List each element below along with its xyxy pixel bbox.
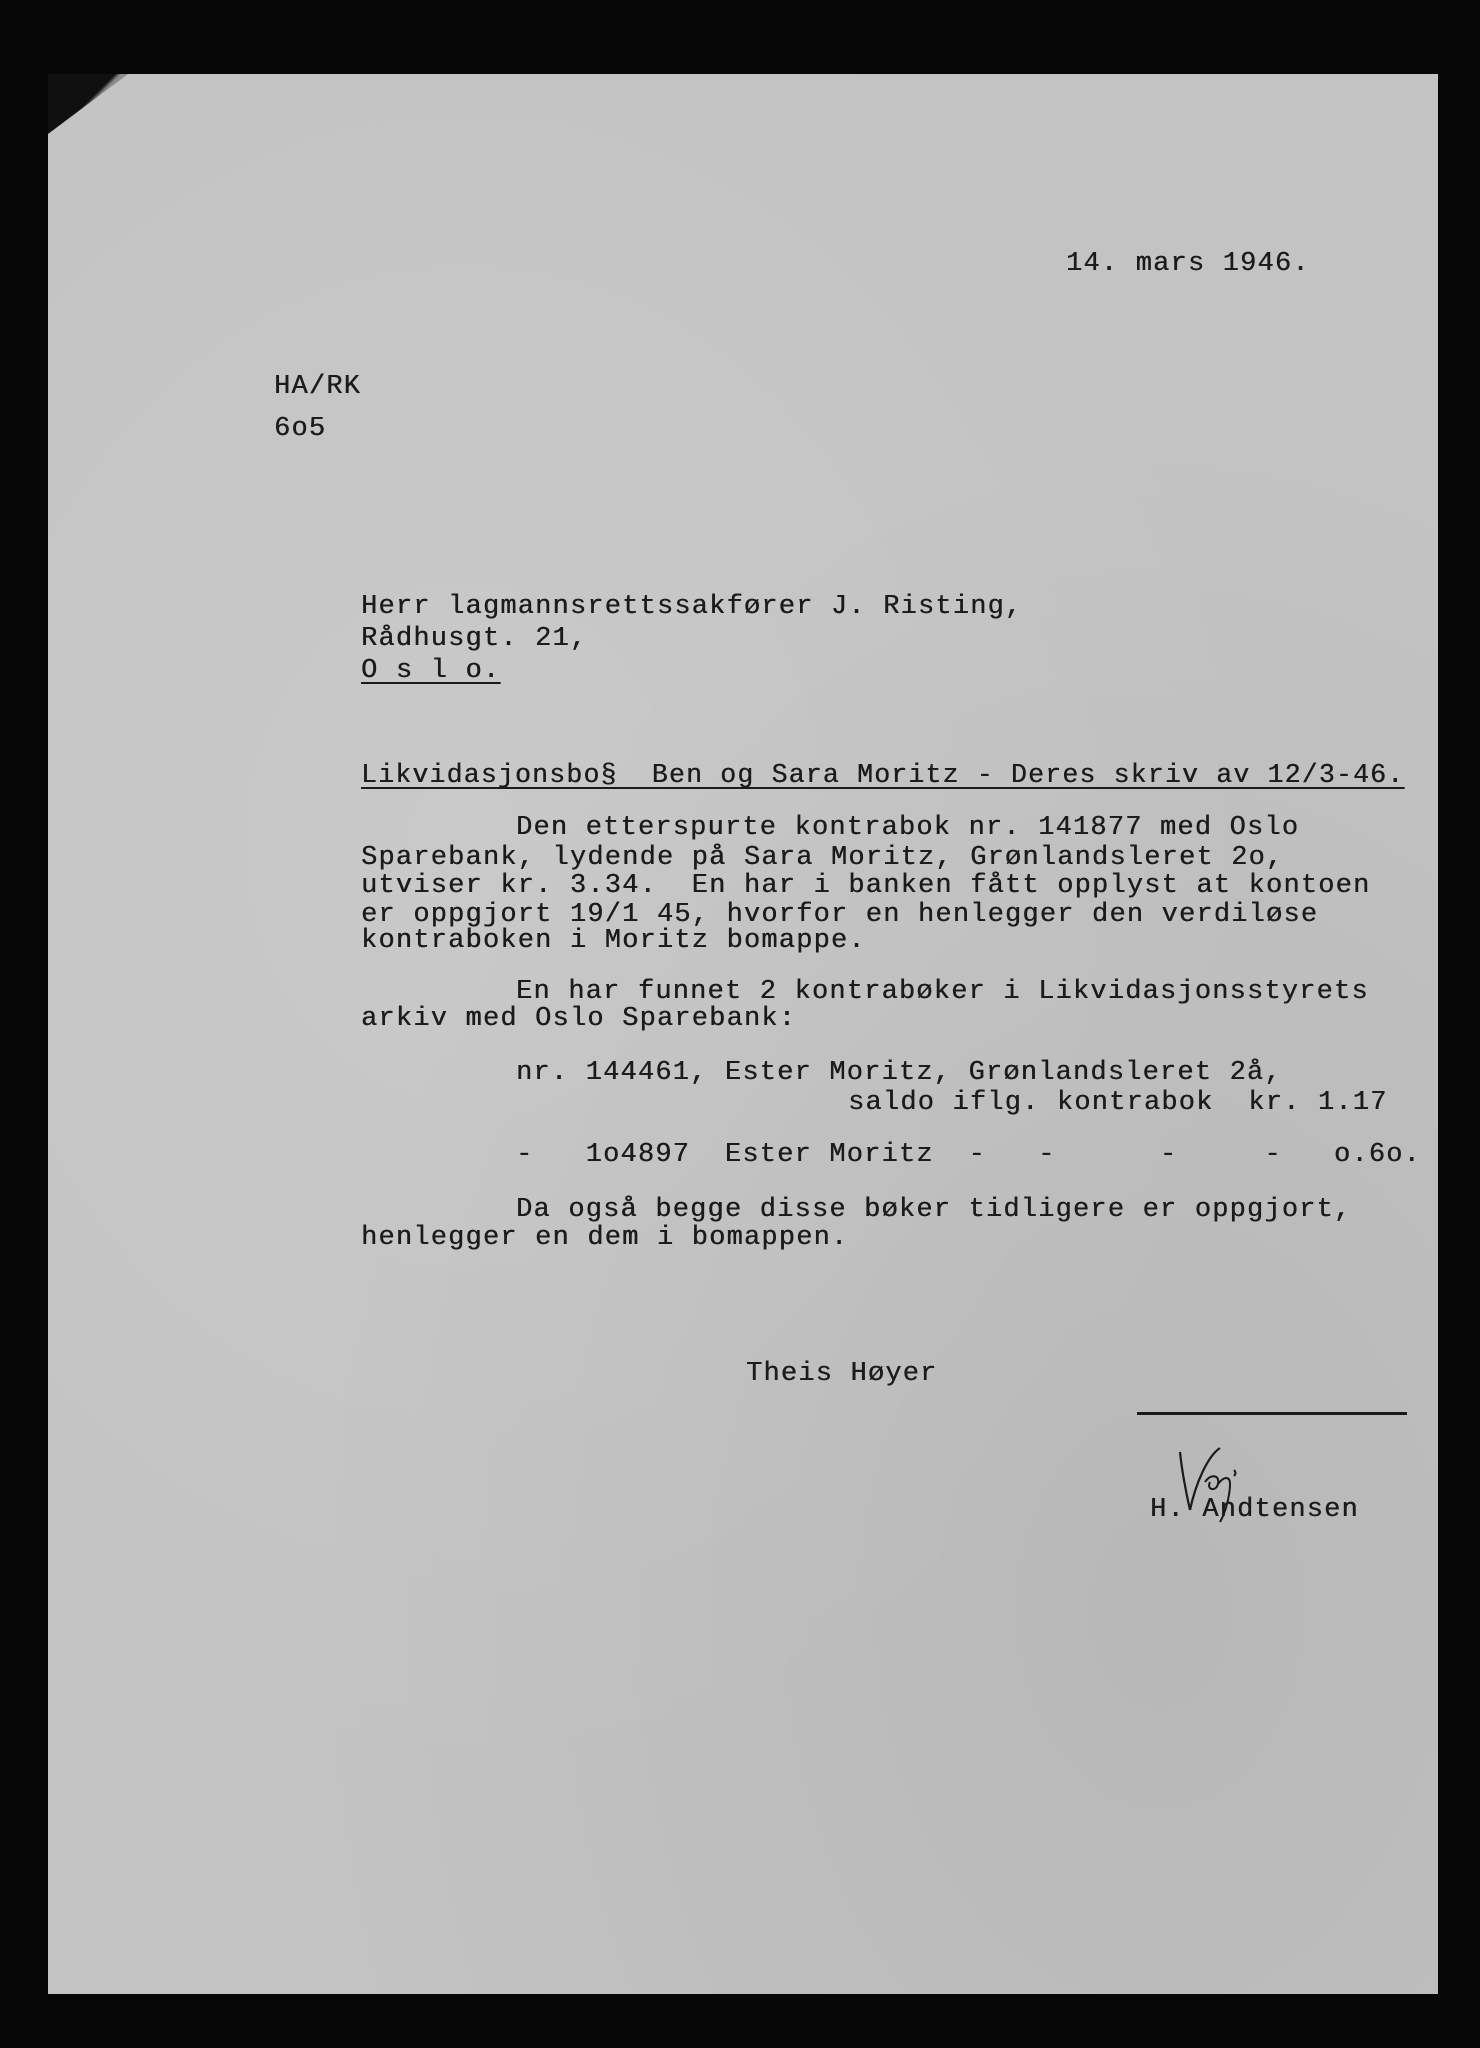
para1-line-4: er oppgjort 19/1 45, hvorfor en henlegger den verdiløse bbox=[361, 900, 1319, 930]
recipient-line-1: Herr lagmannsrettssakfører J. Risting, bbox=[361, 592, 1023, 622]
para1-line-5: kontraboken i Moritz bomappe. bbox=[361, 926, 866, 956]
recipient-line-2: Rådhusgt. 21, bbox=[361, 624, 588, 654]
para3-line-2: henlegger en dem i bomappen. bbox=[361, 1223, 849, 1253]
para1-line-3: utviser kr. 3.34. En har i banken fått opplyst at kontoen bbox=[361, 871, 1371, 901]
reference-number: 6o5 bbox=[274, 414, 327, 444]
letter-date: 14. mars 1946. bbox=[1066, 249, 1310, 279]
cosigner-name: H. Andtensen bbox=[1150, 1495, 1359, 1525]
signatory-name: Theis Høyer bbox=[746, 1359, 938, 1389]
recipient-city: O s l o. bbox=[361, 656, 501, 686]
letter-page bbox=[48, 74, 1438, 1994]
para2-line-1: En har funnet 2 kontrabøker i Likvidasjonsstyrets bbox=[516, 977, 1369, 1007]
account-item-1-line-1: nr. 144461, Ester Moritz, Grønlandsleret 2å, bbox=[516, 1058, 1282, 1088]
para2-line-2: arkiv med Oslo Sparebank: bbox=[361, 1004, 797, 1034]
reference-code: HA/RK bbox=[274, 372, 362, 402]
account-item-2: - 1o4897 Ester Moritz - - - - o.6o. bbox=[516, 1140, 1421, 1170]
para3-line-1: Da også begge disse bøker tidligere er oppgjort, bbox=[516, 1195, 1352, 1225]
para1-line-1: Den etterspurte kontrabok nr. 141877 med Oslo bbox=[516, 813, 1300, 843]
para1-line-2: Sparebank, lydende på Sara Moritz, Grønlandsleret 2o, bbox=[361, 843, 1284, 873]
subject-line: Likvidasjonsbo§ Ben og Sara Moritz - Deres skriv av 12/3-46. bbox=[361, 760, 1405, 790]
account-item-1-line-2: saldo iflg. kontrabok kr. 1.17 bbox=[848, 1088, 1388, 1118]
